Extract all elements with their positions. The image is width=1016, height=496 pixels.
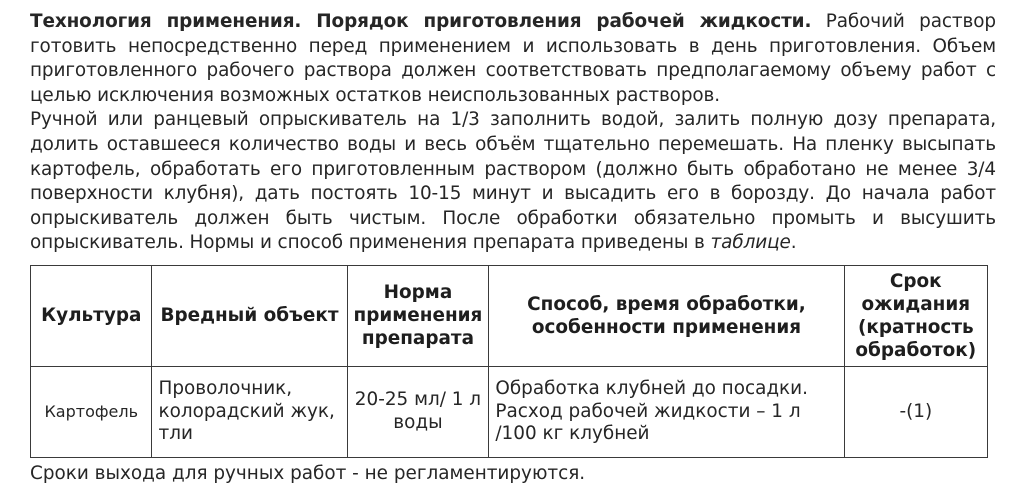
footer-note: Сроки выхода для ручных работ - не регламентируются.	[30, 462, 586, 484]
section-heading: Технология применения. Порядок приготовления рабочей жидкости.	[30, 11, 812, 32]
table-row	[31, 366, 988, 457]
cell-rate: 20-25 мл/ 1 л воды	[347, 366, 489, 457]
paragraph2-end: .	[790, 232, 797, 254]
header-crop: Культура	[31, 265, 152, 366]
paragraph1-text: Рабочий раствор готовить непосредственно перед применением и использовать в день приготовления. Объем приготовленного рабочего раствора должен соответствовать предполагаемому объему работ с целью исключения возможных остатков неиспользованных растворов.	[30, 11, 996, 106]
instructions-paragraph	[30, 108, 996, 256]
cell-waiting: -(1)	[844, 366, 987, 457]
table-header-row	[31, 265, 988, 366]
cell-crop: Картофель	[31, 366, 152, 457]
header-waiting: Срок ожидания (кратность обработок)	[844, 265, 987, 366]
cell-method: Обработка клубней до посадки. Расход рабочей жидкости – 1 л /100 кг клубней	[489, 366, 844, 457]
intro-paragraph	[30, 10, 996, 108]
table-reference: таблице	[710, 232, 791, 254]
cell-pest: Проволочник, колорадский жук, тли	[152, 366, 347, 457]
application-rates-table	[30, 265, 988, 458]
header-method: Способ, время обработки, особенности применения	[489, 265, 844, 366]
header-pest: Вредный объект	[152, 265, 347, 366]
header-rate: Норма применения препарата	[347, 265, 489, 366]
paragraph2-text: Ручной или ранцевый опрыскиватель на 1/3 заполнить водой, залить полную дозу препарата, долить оставшееся количество воды и весь объём тщательно перемешать. На пленку высыпать картофель, обработать его приготовленным раствором (должно быть обработано не менее 3/4 поверхности клубня), дать постоять 10-15 минут и высадить его в борозду. До начала работ опрыскиватель должен быть чистым. После обработки обязательно промыть и высушить опрыскиватель. Нормы и способ применения препарата приведены в	[30, 109, 996, 254]
